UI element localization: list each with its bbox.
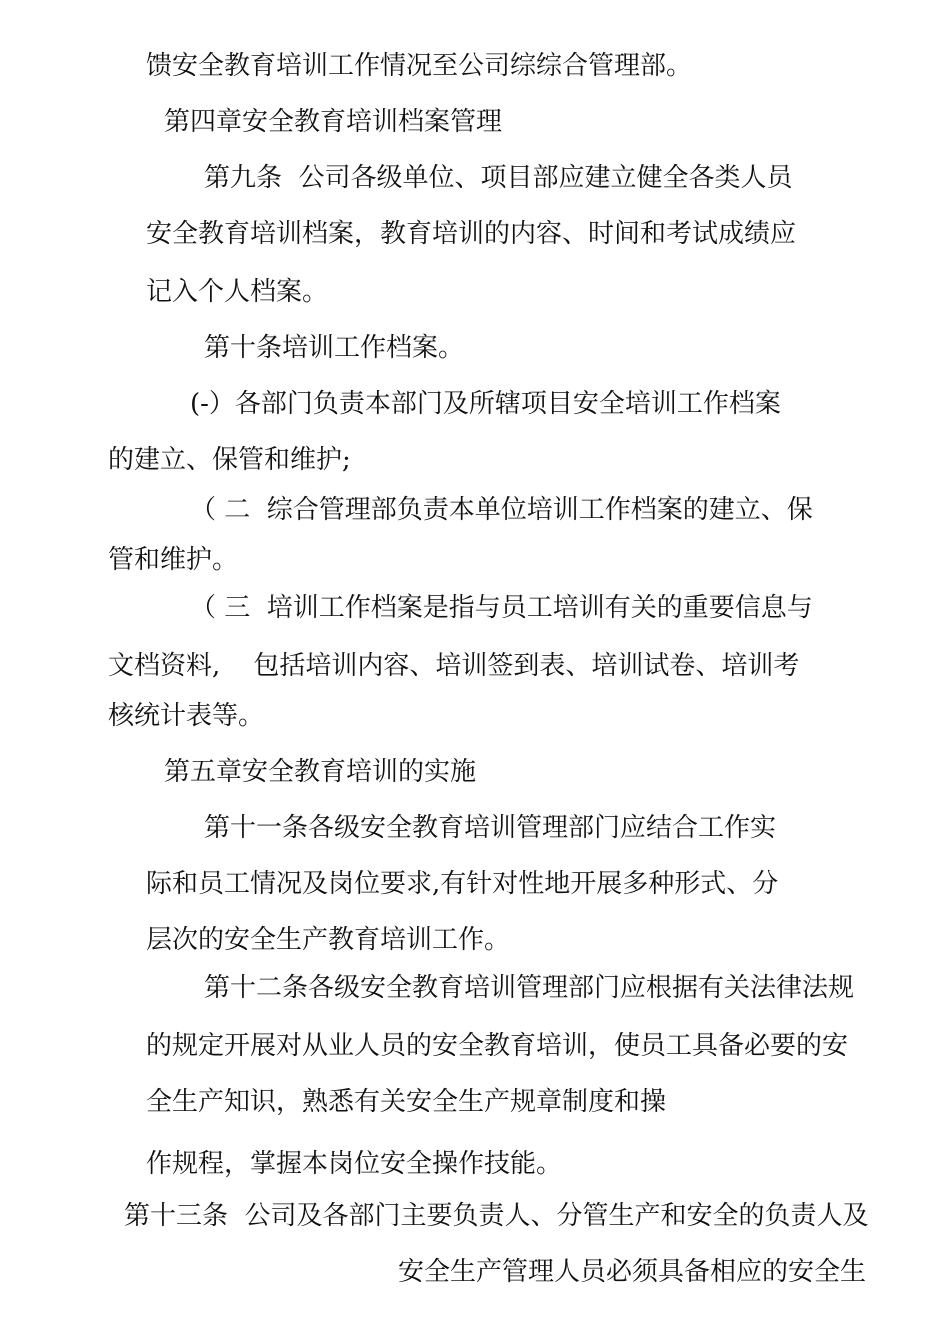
- text-line: 记入个人档案。: [146, 277, 329, 307]
- text-line: 管和维护。: [108, 545, 239, 575]
- text-line: 安全教育培训档案，教育培训的内容、时间和考试成绩应: [146, 219, 797, 249]
- article-line: 第九条 公司各级单位、项目部应建立健全各类人员: [204, 163, 793, 193]
- text-line: 馈安全教育培训工作情况至公司综综合管理部。: [146, 51, 693, 81]
- article-line: 第十一条各级安全教育培训管理部门应结合工作实: [204, 813, 777, 843]
- text-line: 核统计表等。: [108, 701, 265, 731]
- article-line: 第十条培训工作档案。: [204, 333, 465, 363]
- chapter-heading: 第四章安全教育培训档案管理: [164, 107, 503, 137]
- text-line: 全生产知识，熟悉有关安全生产规章制度和操: [146, 1087, 667, 1117]
- text-line: 的建立、保管和维护;: [108, 445, 351, 475]
- clause-line: (-）各部门负责本部门及所辖项目安全培训工作档案: [190, 389, 781, 419]
- text-line: 的规定开展对从业人员的安全教育培训，使员工具备必要的安: [146, 1031, 849, 1061]
- text-line: 安全生产管理人员必须具备相应的安全生: [398, 1257, 867, 1287]
- text-line: 作规程，掌握本岗位安全操作技能。: [146, 1149, 563, 1179]
- chapter-heading: 第五章安全教育培训的实施: [164, 757, 477, 787]
- text-line: 文档资料, 包括培训内容、培训签到表、培训试卷、培训考: [108, 651, 800, 681]
- clause-line: （ 三 培训工作档案是指与员工培训有关的重要信息与: [190, 593, 813, 623]
- text-line: 际和员工情况及岗位要求,有针对性地开展多种形式、分: [146, 869, 779, 899]
- text-line: 层次的安全生产教育培训工作。: [146, 925, 511, 955]
- article-line: 第十三条 公司及各部门主要负责人、分管生产和安全的负责人及: [124, 1201, 869, 1231]
- article-line: 第十二条各级安全教育培训管理部门应根据有关法律法规: [204, 973, 855, 1003]
- clause-line: （ 二 综合管理部负责本单位培训工作档案的建立、保: [190, 495, 813, 525]
